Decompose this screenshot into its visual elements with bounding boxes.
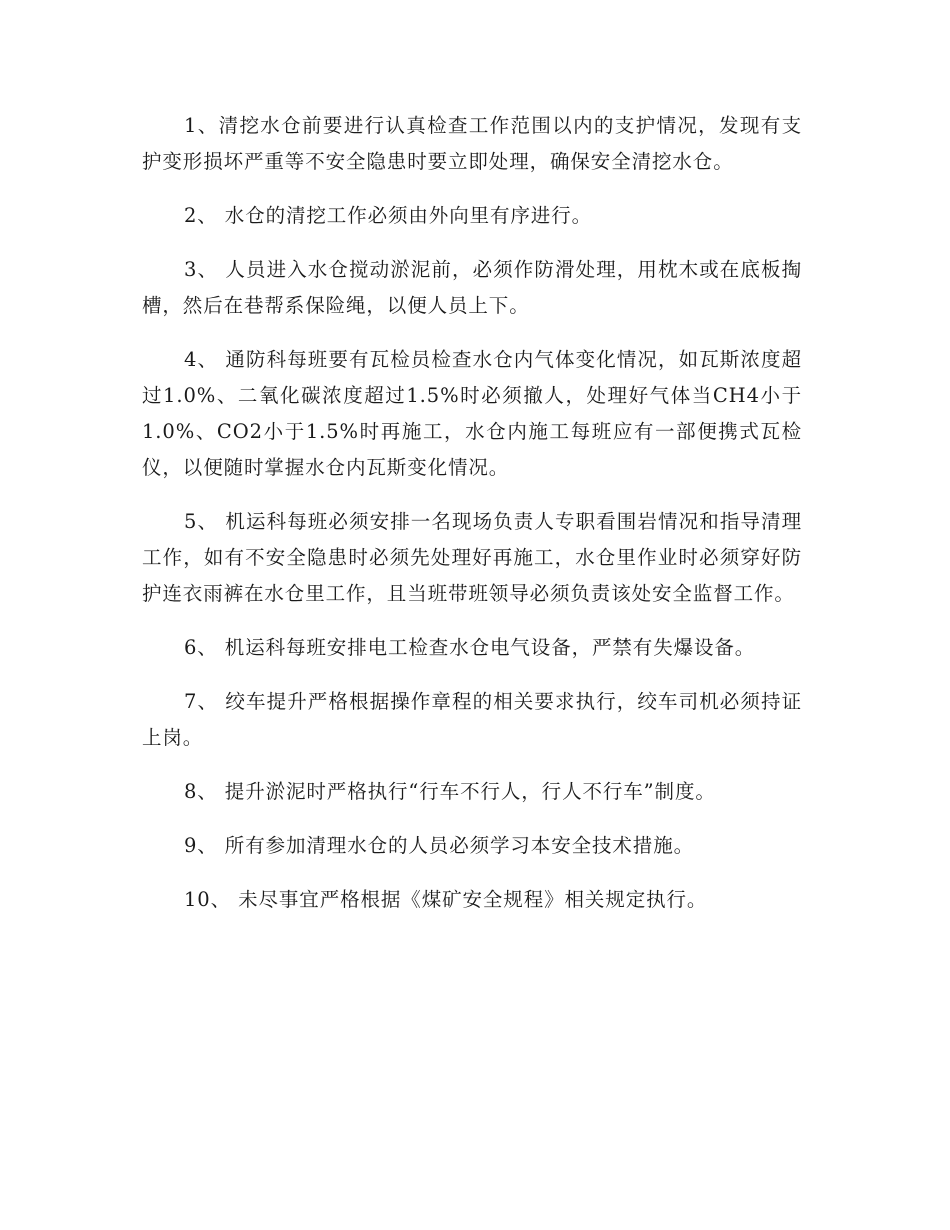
paragraph-item-10: 10、 未尽事宜严格根据《煤矿安全规程》相关规定执行。	[184, 888, 708, 911]
paragraph-item-4: 4、 通防科每班要有瓦检员检查水仓内气体变化情况，如瓦斯浓度超过1.0%、二氧化碳浓度超过1.5%时必须撤人，处理好气体当CH4小于1.0%、CO2小于1.5%时再施工，水仓内施工每班应有一部便携式瓦检仪，以便随时掌握水仓内瓦斯变化情况。	[142, 348, 802, 479]
paragraph-item-9: 9、 所有参加清理水仓的人员必须学习本安全技术措施。	[184, 834, 695, 857]
paragraph-item-3: 3、 人员进入水仓搅动淤泥前，必须作防滑处理，用枕木或在底板掏槽，然后在巷帮系保险绳，以便人员上下。	[142, 258, 802, 317]
document-body	[142, 108, 802, 936]
paragraph-item-1: 1、清挖水仓前要进行认真检查工作范围以内的支护情况，发现有支护变形损坏严重等不安全隐患时要立即处理，确保安全清挖水仓。	[142, 114, 802, 173]
paragraph-item-5: 5、 机运科每班必须安排一名现场负责人专职看围岩情况和指导清理工作，如有不安全隐患时必须先处理好再施工，水仓里作业时必须穿好防护连衣雨裤在水仓里工作，且当班带班领导必须负责该处安全监督工作。	[142, 510, 802, 605]
paragraph-item-7: 7、 绞车提升严格根据操作章程的相关要求执行，绞车司机必须持证上岗。	[142, 690, 802, 749]
paragraph-item-6: 6、 机运科每班安排电工检查水仓电气设备，严禁有失爆设备。	[184, 636, 756, 659]
paragraph-item-2: 2、 水仓的清挖工作必须由外向里有序进行。	[184, 204, 593, 227]
paragraph-item-8: 8、 提升淤泥时严格执行“行车不行人，行人不行车”制度。	[184, 780, 716, 803]
